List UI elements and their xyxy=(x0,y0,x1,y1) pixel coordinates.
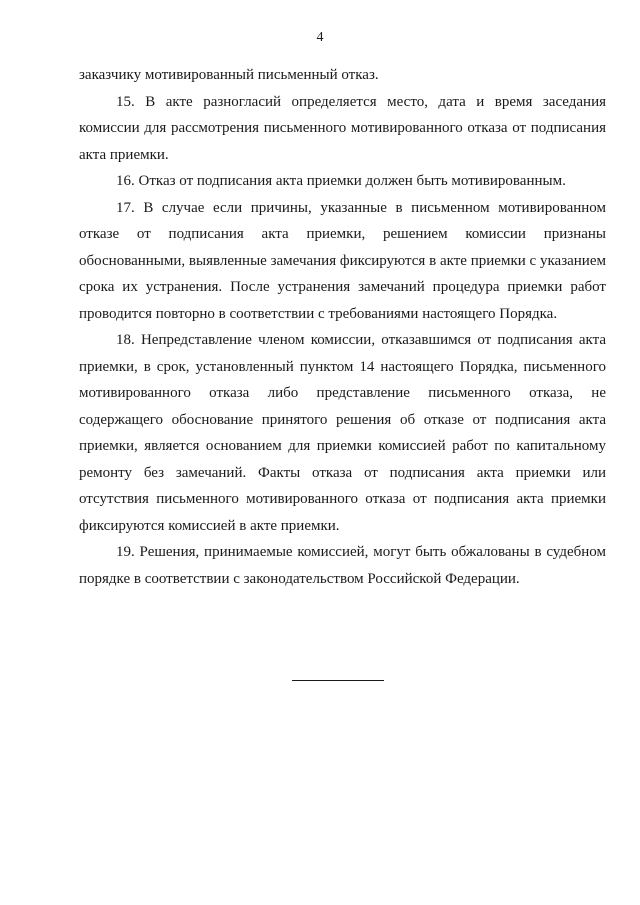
end-divider-line xyxy=(292,680,384,681)
paragraph-18: 18. Непредставление членом комиссии, отказавшимся от подписания акта приемки, в срок, установленный пунктом 14 настоящего Порядка, письменного мотивированного отказа либо представление письменного отказа, не содержащего обоснование принятого решения об отказе от подписания акта приемки, является основанием для приемки комиссией работ по капитальному ремонту без замечаний. Факты отказа от подписания акта приемки или отсутствия письменного мотивированного отказа от подписания акта приемки фиксируются комиссией в акте приемки. xyxy=(79,332,606,534)
paragraph-19: 19. Решения, принимаемые комиссией, могут быть обжалованы в судебном порядке в соответствии с законодательством Российской Федерации. xyxy=(79,544,606,587)
paragraph-17: 17. В случае если причины, указанные в письменном мотивированном отказе от подписания акта приемки, решением комиссии признаны обоснованными, выявленные замечания фиксируются в акте приемки с указанием срока их устранения. После устранения замечаний процедура приемки работ проводится повторно в соответствии с требованиями настоящего Порядка. xyxy=(79,199,606,322)
document-body xyxy=(79,62,606,592)
paragraph-16: 16. Отказ от подписания акта приемки должен быть мотивированным. xyxy=(116,173,566,189)
paragraph-15: 15. В акте разногласий определяется место, дата и время заседания комиссии для рассмотрения письменного мотивированного отказа от подписания акта приемки. xyxy=(79,93,606,163)
page-number: 4 xyxy=(316,30,324,45)
paragraph-continuation: заказчику мотивированный письменный отказ. xyxy=(79,67,379,83)
